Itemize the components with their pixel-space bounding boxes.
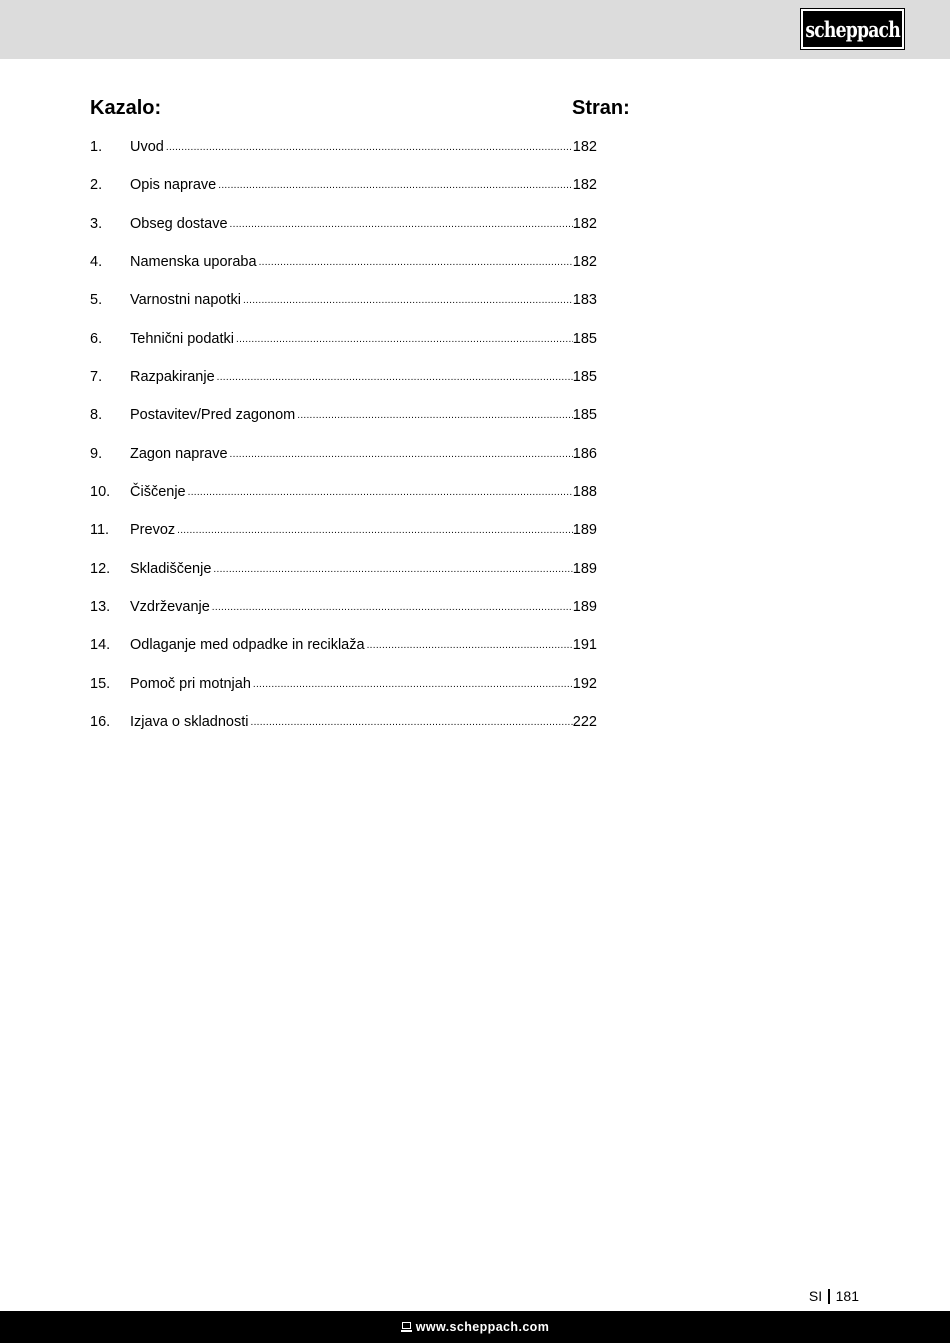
toc-entry-label: Tehnični podatki — [130, 330, 234, 347]
toc-entry-page: 185 — [572, 368, 597, 385]
toc-entry-label: Uvod — [130, 139, 164, 155]
toc-entry-label: Odlaganje med odpadke in reciklaža — [130, 637, 365, 654]
toc-entry-page: 182 — [572, 139, 597, 155]
toc-entry-number: 4. — [90, 253, 103, 270]
dot-leader — [215, 367, 573, 389]
toc-entry-page: 185 — [572, 330, 597, 347]
dot-leader — [211, 559, 572, 581]
toc-entry[interactable] — [90, 328, 597, 366]
toc-entry-label: Čiščenje — [130, 483, 186, 500]
dot-leader — [186, 482, 573, 504]
toc-entry-number: 3. — [90, 215, 103, 232]
dot-leader — [234, 329, 573, 351]
toc-entry-page: 191 — [572, 637, 597, 654]
toc-entry-page: 189 — [572, 598, 597, 615]
toc-entry-number: 5. — [90, 292, 103, 309]
table-of-contents — [90, 136, 597, 749]
toc-entry-label: Izjava o skladnosti — [130, 713, 249, 730]
toc-entry-label: Namenska uporaba — [130, 253, 257, 270]
dot-leader — [295, 405, 573, 427]
toc-entry[interactable] — [90, 558, 597, 596]
language-code: SI — [808, 1288, 823, 1304]
toc-entry[interactable] — [90, 519, 597, 557]
toc-entry-page: 192 — [572, 675, 597, 692]
toc-entry-label: Opis naprave — [130, 177, 217, 194]
toc-entry[interactable] — [90, 596, 597, 634]
toc-entry-label: Postavitev/Pred zagonom — [130, 407, 296, 424]
dot-leader — [216, 175, 573, 197]
toc-entry-number: 13. — [90, 598, 111, 615]
footer-band — [0, 1311, 950, 1343]
toc-entry[interactable] — [90, 366, 597, 404]
toc-entry-page: 182 — [572, 215, 597, 232]
dot-leader — [228, 444, 573, 466]
page-number: 181 — [835, 1288, 859, 1304]
toc-entry-label: Varnostni napotki — [130, 292, 241, 309]
toc-entry-page: 186 — [572, 445, 597, 462]
toc-entry[interactable] — [90, 289, 597, 327]
toc-entry-number: 11. — [90, 522, 110, 539]
dot-leader — [251, 674, 573, 696]
toc-entry-page: 185 — [572, 407, 597, 424]
toc-title: Kazalo: — [90, 97, 162, 119]
toc-entry-label: Prevoz — [130, 522, 176, 539]
toc-entry[interactable] — [90, 136, 597, 174]
toc-entry-number: 9. — [90, 445, 103, 462]
toc-entry-number: 16. — [90, 713, 111, 730]
toc-entry-label: Skladiščenje — [130, 560, 212, 577]
toc-entry-page: 182 — [572, 253, 597, 270]
toc-entry-page: 189 — [572, 560, 597, 577]
toc-entry-label: Zagon naprave — [130, 445, 228, 462]
dot-leader — [175, 520, 573, 542]
toc-entry[interactable] — [90, 404, 597, 442]
brand-logo-text: scheppach — [805, 16, 900, 42]
dot-leader — [365, 635, 573, 657]
toc-entry-number: 15. — [90, 675, 111, 692]
toc-entry[interactable] — [90, 174, 597, 212]
dot-leader — [257, 252, 573, 274]
toc-entry[interactable] — [90, 443, 597, 481]
laptop-icon — [401, 1322, 412, 1332]
header-band — [0, 0, 950, 59]
toc-entry-label: Pomoč pri motnjah — [130, 675, 251, 692]
toc-entry-label: Vzdrževanje — [130, 598, 210, 615]
divider — [828, 1289, 830, 1304]
toc-entry-label: Razpakiranje — [130, 368, 215, 385]
toc-entry[interactable] — [90, 481, 597, 519]
toc-entry-page: 188 — [572, 483, 597, 500]
toc-entry[interactable] — [90, 251, 597, 289]
toc-entry-number: 14. — [90, 637, 111, 654]
toc-entry-number: 7. — [90, 368, 103, 385]
toc-entry[interactable] — [90, 673, 597, 711]
toc-entry-label: Obseg dostave — [130, 215, 228, 232]
dot-leader — [210, 597, 573, 619]
page-number-footer — [809, 1287, 859, 1305]
toc-entry-page: 189 — [572, 522, 597, 539]
toc-entry-number: 2. — [90, 177, 103, 194]
toc-entry-number: 12. — [90, 560, 111, 577]
toc-entry-number: 8. — [90, 407, 103, 424]
toc-entry-number: 10. — [90, 483, 111, 500]
toc-entry-page: 182 — [572, 177, 597, 194]
toc-page-heading: Stran: — [572, 97, 630, 119]
toc-entry[interactable] — [90, 213, 597, 251]
toc-entry-number: 1. — [90, 139, 103, 155]
toc-entry[interactable] — [90, 634, 597, 672]
dot-leader — [164, 137, 573, 159]
dot-leader — [248, 712, 572, 734]
dot-leader — [228, 214, 573, 236]
toc-entry-page: 222 — [572, 713, 597, 730]
dot-leader — [241, 290, 573, 312]
website-link[interactable]: www.scheppach.com — [415, 1320, 550, 1334]
toc-entry-number: 6. — [90, 330, 103, 347]
toc-entry-page: 183 — [572, 292, 597, 309]
brand-logo — [801, 9, 904, 49]
toc-entry[interactable] — [90, 711, 597, 749]
